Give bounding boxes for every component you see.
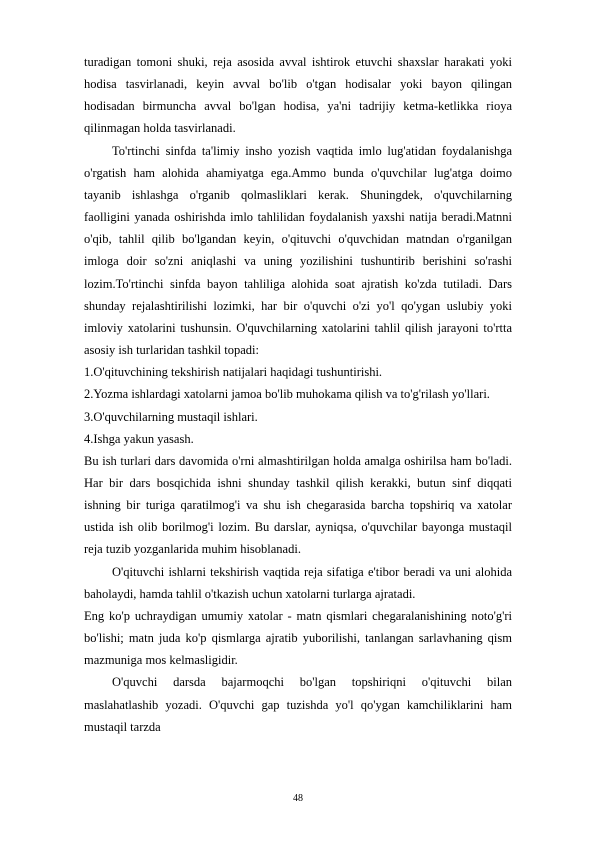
paragraph-2: To'rtinchi sinfda ta'limiy insho yozish vaqtida imlo lug'atidan foydalanishga o'rgatish ham alohida ahamiyatga ega.Ammo bunda o'quvchilar lug'atga doimo tayanib ishlashga o'rganib qolmasliklari kerak. Shuningdek, o'quvchilarning faolligini yanada oshirishda imlo tahlilidan foydalanish yaxshi natija beradi.Matnni o'qib, tahlil qilib bo'lgandan keyin, o'qituvchi o'quvchidan matndan o'rganilgan imloga doir so'zni aniqlashi va uning yozilishini tushuntirib berishini so'rashi lozim.To'rtinchi sinfda bayon tahliliga alohida soat ajratish ko'zda tutiladi. Dars shunday rejalashtirilishi lozimki, har bir o'quvchi o'zi yo'l qo'ygan uslubiy yoki imloviy xatolarini tushunsin. O'quvchilarning xatolarini tahlil qilish jarayoni to'rtta asosiy ish turlaridan tashkil topadi:	[84, 143, 512, 358]
paragraph-3: Bu ish turlari dars davomida o'rni almashtirilgan holda amalga oshirilsa ham bo'ladi. Har bir dars bosqichida ishni shunday tashkil qilish kerakki, butun sinf diqqati ishning bir turiga qaratilmog'i va shu ish chegarasida barcha topshiriq va xatolar ustida ish olib borilmog'i lozim. Bu darslar, ayniqsa, o'quvchilar bayonga mustaqil reja tuzib yozganlarida muhim hisoblanadi.	[84, 453, 512, 557]
document-body	[84, 51, 512, 738]
list-item-3: 3.O'quvchilarning mustaqil ishlari.	[84, 409, 258, 424]
paragraph-5: Eng ko'p uchraydigan umumiy xatolar - matn qismlari chegaralanishining noto'g'ri bo'lishi; matn juda ko'p qismlarga ajratib yuborilishi, tanlangan sarlavhaning qism mazmuniga mos kelmasligidir.	[84, 608, 512, 668]
paragraph-4: O'qituvchi ishlarni tekshirish vaqtida reja sifatiga e'tibor beradi va uni alohida baholaydi, hamda tahlil o'tkazish uchun xatolarni turlarga ajratadi.	[84, 564, 512, 601]
paragraph-1: turadigan tomoni shuki, reja asosida avval ishtirok etuvchi shaxslar harakati yoki hodisa tasvirlanadi, keyin avval bo'lib o'tgan hodisalar yoki bayon qilingan hodisadan birmuncha avval bo'lgan hodisa, ya'ni tadrijiy ketma-ketlikka rioya qilinmagan holda tasvirlanadi.	[84, 55, 512, 136]
page-number: 48	[293, 793, 303, 804]
paragraph-6: O'quvchi darsda bajarmoqchi bo'lgan topshiriqni o'qituvchi bilan maslahatlashib yozadi. O'quvchi gap tuzishda yo'l qo'ygan kamchiliklarini ham mustaqil tarzda	[84, 675, 512, 734]
list-item-4: 4.Ishga yakun yasash.	[84, 431, 194, 446]
list-item-1: 1.O'qituvchining tekshirish natijalari haqidagi tushuntirishi.	[84, 365, 383, 380]
list-item-2: 2.Yozma ishlardagi xatolarni jamoa bo'lib muhokama qilish va to'g'rilash yo'llari.	[84, 387, 490, 402]
